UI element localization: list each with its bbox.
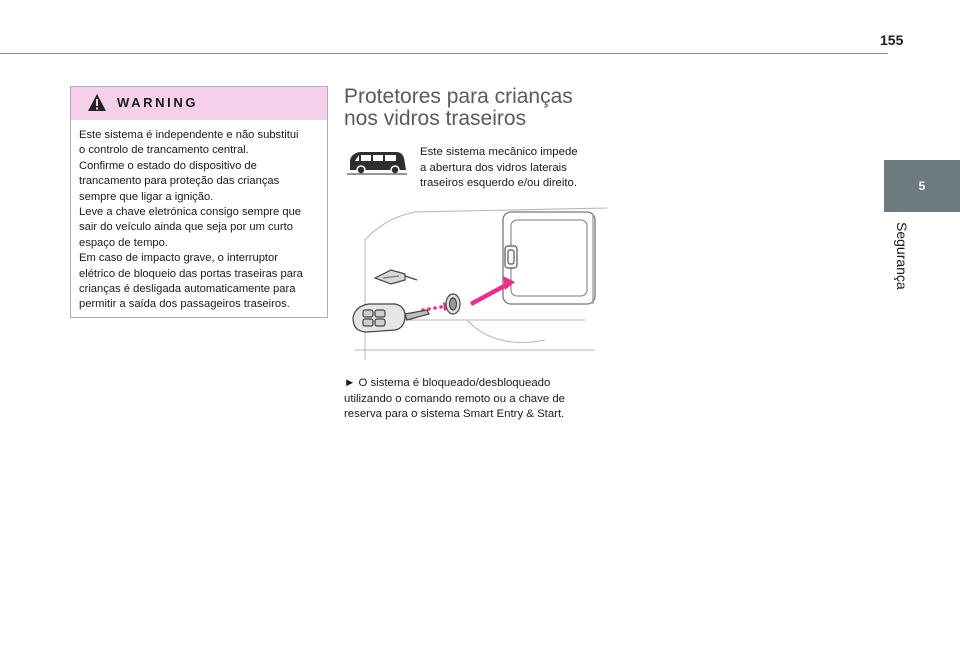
warning-line: elétrico de bloqueio das portas traseiras para <box>79 267 303 280</box>
chapter-title-wrapper <box>892 222 912 362</box>
remote-key-fob <box>353 304 429 332</box>
chapter-title: Segurança <box>894 222 910 290</box>
child-lock-illustration <box>345 200 607 368</box>
instruction-step <box>344 376 594 423</box>
warning-triangle-icon <box>87 93 107 112</box>
step-line: ► O sistema é bloqueado/desbloqueado <box>344 377 551 389</box>
van-icon <box>346 148 408 176</box>
intro-line: a abertura dos vidros laterais <box>420 161 567 174</box>
warning-text <box>71 120 327 313</box>
warning-line: sair do veículo ainda que seja por um curto <box>79 221 293 234</box>
warning-line: Este sistema é independente e não substitui <box>79 129 299 141</box>
intro-text <box>420 145 590 192</box>
section-heading <box>344 86 604 130</box>
header-divider <box>0 53 888 54</box>
spare-key-blade <box>375 270 417 284</box>
warning-line: sempre que ligar a ignição. <box>79 190 214 203</box>
step-line: utilizando o comando remoto ou a chave de <box>344 392 565 405</box>
warning-line: permitir a saída dos passageiros traseiros. <box>79 298 290 311</box>
warning-line: Leve a chave eletrónica consigo sempre que <box>79 206 302 219</box>
warning-line: o controlo de trancamento central. <box>79 144 249 157</box>
step-line: reserva para o sistema Smart Entry & Start. <box>344 408 565 420</box>
warning-line: espaço de tempo. <box>79 236 168 249</box>
warning-line: Confirme o estado do dispositivo de <box>79 159 257 172</box>
warning-title: WARNING <box>117 95 199 110</box>
page-number: 155 <box>880 32 904 48</box>
warning-box <box>70 86 328 318</box>
warning-header <box>71 87 327 120</box>
section-heading-line: Protetores para crianças <box>344 85 573 108</box>
window-latch <box>505 246 517 268</box>
warning-line: Em caso de impacto grave, o interruptor <box>79 252 278 265</box>
warning-line: trancamento para proteção das crianças <box>79 175 280 188</box>
intro-line: Este sistema mecânico impede <box>420 146 578 158</box>
intro-line: traseiros esquerdo e/ou direito. <box>420 177 578 189</box>
lock-knob <box>446 294 460 314</box>
section-heading-line: nos vidros traseiros <box>344 107 527 130</box>
chapter-tab[interactable]: 5 <box>884 160 960 212</box>
warning-line: crianças é desligada automaticamente para <box>79 283 296 296</box>
